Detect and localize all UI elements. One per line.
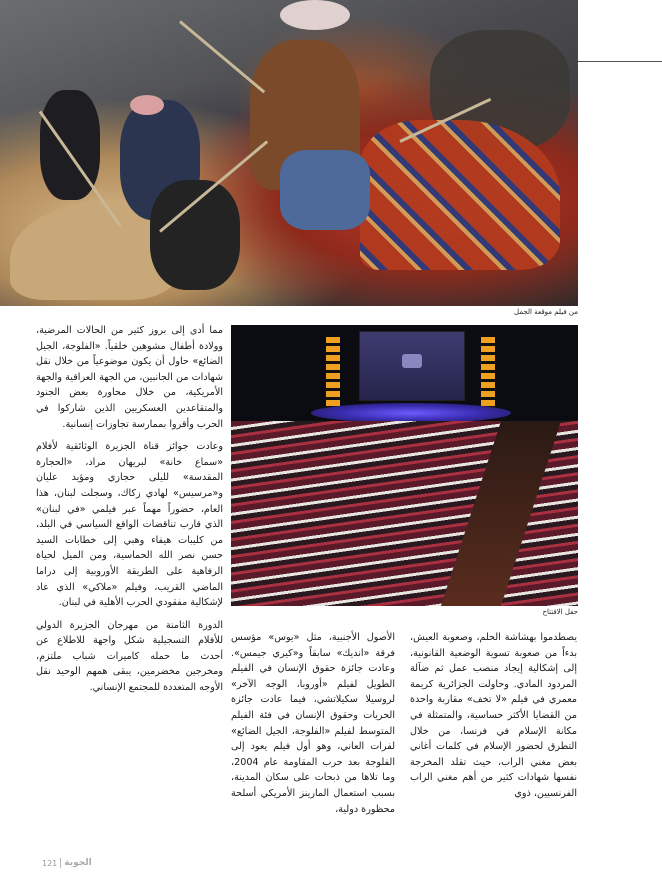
top-photo-caption: من فيلم موقعة الجمل <box>514 308 578 316</box>
magazine-name: الجوبة <box>64 858 92 868</box>
page-footer <box>42 858 92 868</box>
paragraph: مما أدى إلى بروز كثير من الحالات المرضية، وولادة أطفال مشوهين خلقياً. «الفلوجة، الجيل الضائع» حاول أن يكون موضوعياً من خلال نقل شهادات من الجانبين، من الجهة العراقية والجهة الأمريكية، من خلال محاورة بعض الجنود والمتقاعدين العسكريين الذين شاركوا في الحرب وأقروا بممارسة تجاوزات إنسانية. <box>36 325 223 430</box>
headscarf-shape <box>130 95 164 115</box>
jeans-shape <box>280 150 370 230</box>
text-column-left <box>36 323 223 883</box>
text-column-middle <box>231 630 395 855</box>
film-strip-left <box>326 337 340 407</box>
header-rule <box>578 61 662 62</box>
camel-battle-photo <box>0 0 578 306</box>
man-shape <box>150 180 240 290</box>
cinema-screen <box>359 331 465 401</box>
opening-ceremony-photo <box>231 325 578 606</box>
film-strip-right <box>481 337 495 409</box>
paragraph: الدورة الثامنة من مهرجان الجزيرة الدولي للأفلام التسجيلية شكل واجهة للاطلاع عن أحدث ما حمله كاميرات شباب ملتزم، ومخرجين مخضرمين، يبقى همهم الوحيد نقل الأوجه المتعددة للمجتمع الإنساني. <box>36 619 223 694</box>
paragraph: يصطدموا بهشاشة الحلم، وصعوبة العيش، بدءاً من صعوبة تسوية الوضعية القانونية، إلى إشكالية إيجاد منصب عمل ثم ضآلة المردود المادي. وحاولت الجزائرية كريمة معمري في فيلم «لا تخف» مقاربة واحدة من القضايا الأكثر حساسية، والمتمثلة في مكانة الإسلام في فرنسا، من خلال التطرق لحضور الإسلام في كلمات أغاني بعض مغني الراب، حيث تقلد المخرجة نفسها شهادات كثير من أهم مغني الراب الفرنسيين، ذوي <box>410 632 577 799</box>
stick <box>179 20 265 93</box>
mid-photo-caption: حفل الافتتاح <box>542 608 578 616</box>
paragraph: الأصول الأجنبية، مثل «يوس» مؤسس فرقة «انديك» سابقاً و«كيري جيمس». وعادت جائزة حقوق الإنسان في الفيلم الطويل لفيلم «أوروبا، الوجه الآخر» لروسيلا سكيلاتشي، فيما عادت جائزة الحريات وحقوق الإنسان في فئة الفيلم المتوسط لفيلم «الفلوجة، الجيل الضائع» لفرات العاني، وهو أول فيلم يعود إلى الفلوجة بعد حرب المقاومة عام 2004، وما تلاها من ذبحات على سكان المدينة، بسبب استعمال المارينز الأمريكي أسلحة محظورة دولية، <box>231 632 395 815</box>
festival-logo-icon <box>402 354 422 368</box>
footer-divider <box>60 858 61 868</box>
text-column-right <box>410 630 577 855</box>
paragraph: وعادت جوائز قناة الجزيرة الوثائقية لأفلام «سماع خانة» لبريهان مراد، «الحجارة المقدسة» لليلى حجازي ومؤيد عليان و«مرسيس» لهادي زكاك، وسجلت لبنان، هذا العام، حضوراً مهماً عبر فيلمي «في لبنان» الذي قارب تناقضات الواقع السياسي في البلد، من كليبات هيفاء وهبي إلى خطابات السيد حسن نصر الله الحماسية، ومن الميل لحياة الرفاهية على الطريقة الأوروبية إلى دراما الماضي القريب، وفيلم «ملاكي» الذي عاد لإشكالية مفقودي الحرب الأهلية في لبنان. <box>36 441 223 609</box>
camel-saddle-blanket <box>360 120 560 270</box>
headscarf-shape <box>280 0 350 30</box>
stage <box>311 403 511 423</box>
page-number: 121 <box>42 858 58 868</box>
